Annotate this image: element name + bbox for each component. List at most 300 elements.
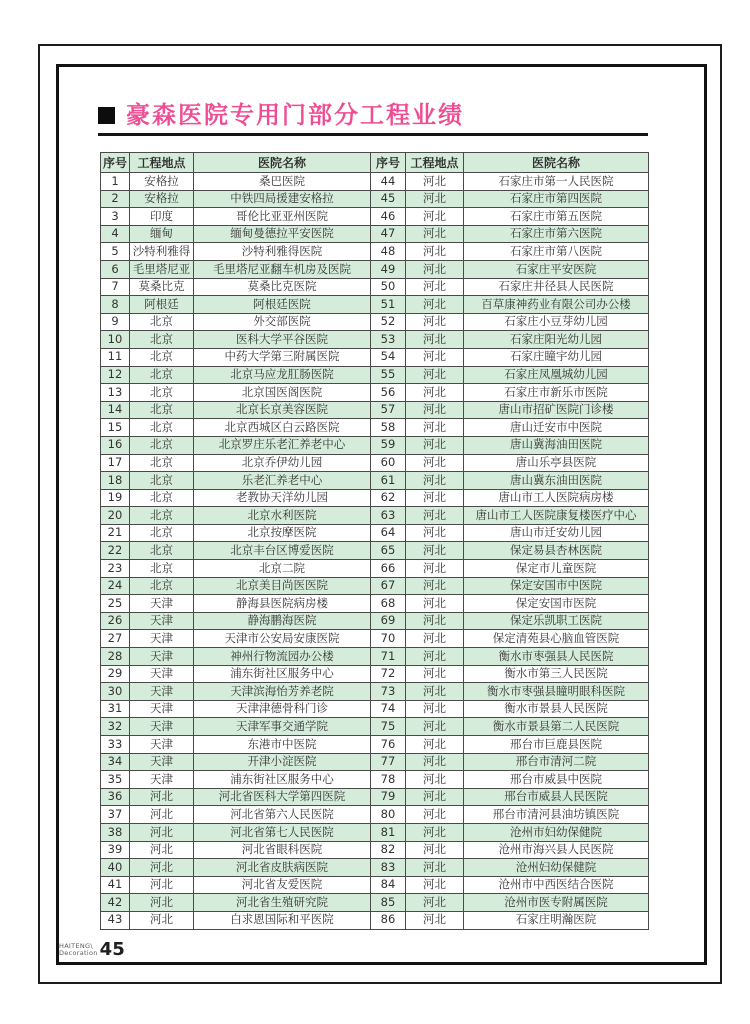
- hospital-cell: 开津小淀医院: [194, 753, 371, 771]
- location-cell: 河北: [406, 736, 464, 754]
- table-row: [101, 454, 649, 472]
- table-row: [101, 472, 649, 490]
- hospital-cell: 沧州市海兴县人民医院: [464, 841, 649, 859]
- location-cell: 天津: [130, 736, 194, 754]
- location-cell: 河北: [406, 401, 464, 419]
- table-row: [101, 560, 649, 578]
- serial-cell: 25: [101, 595, 130, 613]
- hospital-cell: 河北省皮肤病医院: [194, 859, 371, 877]
- table-row: [101, 911, 649, 929]
- hospital-cell: 北京马应龙肛肠医院: [194, 366, 371, 384]
- hospital-cell: 河北省友爱医院: [194, 876, 371, 894]
- location-cell: 河北: [130, 841, 194, 859]
- serial-cell: 5: [101, 243, 130, 261]
- serial-cell: 11: [101, 348, 130, 366]
- serial-cell: 51: [371, 296, 406, 314]
- serial-cell: 71: [371, 648, 406, 666]
- hospital-cell: 河北省生殖研究院: [194, 894, 371, 912]
- hospital-cell: 沧州市医专附属医院: [464, 894, 649, 912]
- serial-cell: 33: [101, 736, 130, 754]
- location-cell: 沙特利雅得: [130, 243, 194, 261]
- hospital-cell: 北京西城区白云路医院: [194, 419, 371, 437]
- location-cell: 北京: [130, 419, 194, 437]
- location-cell: 天津: [130, 612, 194, 630]
- page-number: 45: [99, 939, 125, 960]
- table-row: [101, 630, 649, 648]
- table-row: [101, 859, 649, 877]
- projects-table-body: [101, 173, 649, 930]
- serial-cell: 78: [371, 771, 406, 789]
- hospital-cell: 衡水市景县第二人民医院: [464, 718, 649, 736]
- location-cell: 河北: [406, 366, 464, 384]
- location-cell: 河北: [406, 260, 464, 278]
- serial-cell: 44: [371, 173, 406, 191]
- serial-cell: 13: [101, 384, 130, 402]
- table-row: [101, 296, 649, 314]
- serial-cell: 67: [371, 577, 406, 595]
- table-row: [101, 436, 649, 454]
- location-cell: 北京: [130, 348, 194, 366]
- location-cell: 北京: [130, 507, 194, 525]
- table-row: [101, 806, 649, 824]
- location-cell: 河北: [406, 190, 464, 208]
- serial-cell: 27: [101, 630, 130, 648]
- serial-cell: 66: [371, 560, 406, 578]
- hospital-cell: 石家庄市第四医院: [464, 190, 649, 208]
- location-cell: 河北: [406, 472, 464, 490]
- table-row: [101, 665, 649, 683]
- serial-cell: 43: [101, 911, 130, 929]
- serial-cell: 40: [101, 859, 130, 877]
- hospital-cell: 石家庄市新乐市医院: [464, 384, 649, 402]
- serial-cell: 53: [371, 331, 406, 349]
- brand-logo: [59, 943, 98, 959]
- location-cell: 北京: [130, 454, 194, 472]
- serial-cell: 70: [371, 630, 406, 648]
- table-row: [101, 612, 649, 630]
- header-location-right: 工程地点: [406, 153, 464, 173]
- location-cell: 河北: [406, 595, 464, 613]
- location-cell: 天津: [130, 718, 194, 736]
- serial-cell: 36: [101, 788, 130, 806]
- hospital-cell: 哥伦比亚亚州医院: [194, 208, 371, 226]
- serial-cell: 64: [371, 524, 406, 542]
- brand-line1: HAITENG\: [59, 941, 93, 950]
- serial-cell: 34: [101, 753, 130, 771]
- location-cell: 河北: [406, 225, 464, 243]
- hospital-cell: 河北省第六人民医院: [194, 806, 371, 824]
- hospital-cell: 唐山市迁安幼儿园: [464, 524, 649, 542]
- serial-cell: 6: [101, 260, 130, 278]
- location-cell: 河北: [406, 577, 464, 595]
- hospital-cell: 天津军事交通学院: [194, 718, 371, 736]
- serial-cell: 83: [371, 859, 406, 877]
- hospital-cell: 邢台市巨鹿县医院: [464, 736, 649, 754]
- hospital-cell: 外交部医院: [194, 313, 371, 331]
- hospital-cell: 中铁四局援建安格拉: [194, 190, 371, 208]
- serial-cell: 75: [371, 718, 406, 736]
- hospital-cell: 唐山市工人医院病房楼: [464, 489, 649, 507]
- table-row: [101, 331, 649, 349]
- location-cell: 北京: [130, 542, 194, 560]
- serial-cell: 80: [371, 806, 406, 824]
- location-cell: 河北: [406, 384, 464, 402]
- hospital-cell: 石家庄平安医院: [464, 260, 649, 278]
- hospital-cell: 石家庄瞳宇幼儿园: [464, 348, 649, 366]
- location-cell: 河北: [406, 419, 464, 437]
- location-cell: 河北: [406, 243, 464, 261]
- table-row: [101, 683, 649, 701]
- serial-cell: 82: [371, 841, 406, 859]
- table-header-row: [101, 153, 649, 173]
- hospital-cell: 缅甸曼德拉平安医院: [194, 225, 371, 243]
- location-cell: 毛里塔尼亚: [130, 260, 194, 278]
- serial-cell: 8: [101, 296, 130, 314]
- serial-cell: 42: [101, 894, 130, 912]
- serial-cell: 12: [101, 366, 130, 384]
- table-row: [101, 595, 649, 613]
- location-cell: 北京: [130, 384, 194, 402]
- hospital-cell: 邢台市清河二院: [464, 753, 649, 771]
- location-cell: 北京: [130, 489, 194, 507]
- location-cell: 河北: [406, 313, 464, 331]
- location-cell: 河北: [406, 753, 464, 771]
- hospital-cell: 衡水市枣强县瞳明眼科医院: [464, 683, 649, 701]
- serial-cell: 65: [371, 542, 406, 560]
- serial-cell: 2: [101, 190, 130, 208]
- location-cell: 河北: [130, 806, 194, 824]
- location-cell: 北京: [130, 472, 194, 490]
- hospital-cell: 邢台市清河县油坊镇医院: [464, 806, 649, 824]
- hospital-cell: 河北省眼科医院: [194, 841, 371, 859]
- serial-cell: 15: [101, 419, 130, 437]
- location-cell: 河北: [406, 630, 464, 648]
- table-row: [101, 419, 649, 437]
- hospital-cell: 石家庄井径县人民医院: [464, 278, 649, 296]
- brand-line2: Decoration: [59, 949, 98, 958]
- page-footer: [59, 939, 125, 960]
- serial-cell: 52: [371, 313, 406, 331]
- hospital-cell: 沧州市妇幼保健院: [464, 823, 649, 841]
- table-row: [101, 260, 649, 278]
- table-row: [101, 489, 649, 507]
- serial-cell: 10: [101, 331, 130, 349]
- table-row: [101, 753, 649, 771]
- table-row: [101, 718, 649, 736]
- serial-cell: 56: [371, 384, 406, 402]
- hospital-cell: 唐山迁安市中医院: [464, 419, 649, 437]
- header-serial-right: 序号: [371, 153, 406, 173]
- hospital-cell: 河北省第七人民医院: [194, 823, 371, 841]
- serial-cell: 63: [371, 507, 406, 525]
- serial-cell: 59: [371, 436, 406, 454]
- location-cell: 河北: [406, 436, 464, 454]
- table-row: [101, 278, 649, 296]
- serial-cell: 29: [101, 665, 130, 683]
- title-block: [98, 100, 464, 130]
- hospital-cell: 沧州妇幼保健院: [464, 859, 649, 877]
- hospital-cell: 莫桑比克医院: [194, 278, 371, 296]
- hospital-cell: 保定清苑县心脑血管医院: [464, 630, 649, 648]
- hospital-cell: 衡水市枣强县人民医院: [464, 648, 649, 666]
- header-location-left: 工程地点: [130, 153, 194, 173]
- serial-cell: 50: [371, 278, 406, 296]
- location-cell: 河北: [406, 296, 464, 314]
- serial-cell: 37: [101, 806, 130, 824]
- serial-cell: 61: [371, 472, 406, 490]
- serial-cell: 68: [371, 595, 406, 613]
- serial-cell: 23: [101, 560, 130, 578]
- serial-cell: 20: [101, 507, 130, 525]
- table-row: [101, 577, 649, 595]
- serial-cell: 7: [101, 278, 130, 296]
- hospital-cell: 北京乔伊幼儿园: [194, 454, 371, 472]
- header-serial-left: 序号: [101, 153, 130, 173]
- hospital-cell: 石家庄阳光幼儿园: [464, 331, 649, 349]
- location-cell: 安格拉: [130, 190, 194, 208]
- serial-cell: 17: [101, 454, 130, 472]
- serial-cell: 4: [101, 225, 130, 243]
- location-cell: 河北: [406, 278, 464, 296]
- location-cell: 河北: [130, 894, 194, 912]
- location-cell: 河北: [130, 823, 194, 841]
- location-cell: 河北: [130, 911, 194, 929]
- table-row: [101, 788, 649, 806]
- location-cell: 天津: [130, 771, 194, 789]
- table-row: [101, 243, 649, 261]
- table-row: [101, 894, 649, 912]
- hospital-cell: 乐老汇养老中心: [194, 472, 371, 490]
- serial-cell: 19: [101, 489, 130, 507]
- location-cell: 河北: [406, 841, 464, 859]
- title-bullet-icon: [98, 107, 115, 124]
- location-cell: 河北: [406, 524, 464, 542]
- hospital-cell: 中药大学第三附属医院: [194, 348, 371, 366]
- table-row: [101, 313, 649, 331]
- serial-cell: 31: [101, 700, 130, 718]
- location-cell: 河北: [406, 173, 464, 191]
- location-cell: 河北: [406, 560, 464, 578]
- table-row: [101, 736, 649, 754]
- location-cell: 天津: [130, 648, 194, 666]
- location-cell: 河北: [406, 454, 464, 472]
- location-cell: 河北: [406, 859, 464, 877]
- hospital-cell: 阿根廷医院: [194, 296, 371, 314]
- hospital-cell: 北京罗庄乐老汇养老中心: [194, 436, 371, 454]
- location-cell: 北京: [130, 436, 194, 454]
- hospital-cell: 石家庄明瀚医院: [464, 911, 649, 929]
- location-cell: 河北: [406, 665, 464, 683]
- location-cell: 河北: [406, 648, 464, 666]
- hospital-cell: 唐山市工人医院康复楼医疗中心: [464, 507, 649, 525]
- location-cell: 北京: [130, 524, 194, 542]
- hospital-cell: 衡水市第三人民医院: [464, 665, 649, 683]
- serial-cell: 9: [101, 313, 130, 331]
- hospital-cell: 保定市儿童医院: [464, 560, 649, 578]
- location-cell: 天津: [130, 700, 194, 718]
- serial-cell: 72: [371, 665, 406, 683]
- hospital-cell: 神州行物流园办公楼: [194, 648, 371, 666]
- table-row: [101, 823, 649, 841]
- hospital-cell: 百草康神药业有限公司办公楼: [464, 296, 649, 314]
- location-cell: 天津: [130, 683, 194, 701]
- table-row: [101, 208, 649, 226]
- hospital-cell: 浦东街社区服务中心: [194, 771, 371, 789]
- hospital-cell: 唐山冀东油田医院: [464, 472, 649, 490]
- location-cell: 河北: [406, 489, 464, 507]
- hospital-cell: 老教协天洋幼儿园: [194, 489, 371, 507]
- location-cell: 河北: [130, 788, 194, 806]
- location-cell: 河北: [406, 718, 464, 736]
- table-row: [101, 366, 649, 384]
- serial-cell: 77: [371, 753, 406, 771]
- hospital-cell: 石家庄市第六医院: [464, 225, 649, 243]
- location-cell: 河北: [130, 876, 194, 894]
- serial-cell: 35: [101, 771, 130, 789]
- serial-cell: 3: [101, 208, 130, 226]
- location-cell: 北京: [130, 366, 194, 384]
- hospital-cell: 北京美目尚医医院: [194, 577, 371, 595]
- table-row: [101, 348, 649, 366]
- table-row: [101, 542, 649, 560]
- hospital-cell: 毛里塔尼亚翻车机房及医院: [194, 260, 371, 278]
- hospital-cell: 保定安国市医院: [464, 595, 649, 613]
- hospital-cell: 北京按摩医院: [194, 524, 371, 542]
- hospital-cell: 石家庄凤凰城幼儿园: [464, 366, 649, 384]
- location-cell: 阿根廷: [130, 296, 194, 314]
- serial-cell: 76: [371, 736, 406, 754]
- serial-cell: 58: [371, 419, 406, 437]
- serial-cell: 55: [371, 366, 406, 384]
- serial-cell: 69: [371, 612, 406, 630]
- hospital-cell: 北京国医阁医院: [194, 384, 371, 402]
- hospital-cell: 桑巴医院: [194, 173, 371, 191]
- hospital-cell: 医科大学平谷医院: [194, 331, 371, 349]
- serial-cell: 32: [101, 718, 130, 736]
- serial-cell: 46: [371, 208, 406, 226]
- hospital-cell: 唐山市招矿医院门诊楼: [464, 401, 649, 419]
- hospital-cell: 保定易县杏林医院: [464, 542, 649, 560]
- table-row: [101, 648, 649, 666]
- hospital-cell: 北京水利医院: [194, 507, 371, 525]
- hospital-cell: 衡水市景县人民医院: [464, 700, 649, 718]
- table-row: [101, 173, 649, 191]
- serial-cell: 48: [371, 243, 406, 261]
- hospital-cell: 沧州市中西医结合医院: [464, 876, 649, 894]
- table-row: [101, 190, 649, 208]
- table-row: [101, 401, 649, 419]
- location-cell: 印度: [130, 208, 194, 226]
- serial-cell: 38: [101, 823, 130, 841]
- location-cell: 北京: [130, 560, 194, 578]
- location-cell: 河北: [406, 542, 464, 560]
- location-cell: 安格拉: [130, 173, 194, 191]
- location-cell: 河北: [406, 911, 464, 929]
- projects-table: [100, 152, 649, 930]
- location-cell: 北京: [130, 577, 194, 595]
- serial-cell: 86: [371, 911, 406, 929]
- hospital-cell: 静海县医院病房楼: [194, 595, 371, 613]
- hospital-cell: 静海鹏海医院: [194, 612, 371, 630]
- hospital-cell: 东港市中医院: [194, 736, 371, 754]
- hospital-cell: 唐山乐亭县医院: [464, 454, 649, 472]
- hospital-cell: 唐山冀海油田医院: [464, 436, 649, 454]
- location-cell: 天津: [130, 753, 194, 771]
- hospital-cell: 石家庄市第一人民医院: [464, 173, 649, 191]
- serial-cell: 54: [371, 348, 406, 366]
- serial-cell: 81: [371, 823, 406, 841]
- serial-cell: 57: [371, 401, 406, 419]
- table-row: [101, 700, 649, 718]
- header-hospital-left: 医院名称: [194, 153, 371, 173]
- hospital-cell: 石家庄小豆芽幼儿园: [464, 313, 649, 331]
- hospital-cell: 天津滨海怡芳养老院: [194, 683, 371, 701]
- serial-cell: 21: [101, 524, 130, 542]
- hospital-cell: 石家庄市第八医院: [464, 243, 649, 261]
- table-row: [101, 384, 649, 402]
- location-cell: 河北: [406, 683, 464, 701]
- serial-cell: 74: [371, 700, 406, 718]
- hospital-cell: 白求恩国际和平医院: [194, 911, 371, 929]
- location-cell: 北京: [130, 313, 194, 331]
- serial-cell: 45: [371, 190, 406, 208]
- title-underline: [98, 133, 648, 136]
- hospital-cell: 北京丰台区博爱医院: [194, 542, 371, 560]
- location-cell: 河北: [406, 806, 464, 824]
- location-cell: 河北: [406, 894, 464, 912]
- location-cell: 河北: [406, 823, 464, 841]
- location-cell: 北京: [130, 331, 194, 349]
- serial-cell: 60: [371, 454, 406, 472]
- location-cell: 河北: [406, 771, 464, 789]
- serial-cell: 24: [101, 577, 130, 595]
- location-cell: 天津: [130, 595, 194, 613]
- location-cell: 河北: [406, 700, 464, 718]
- location-cell: 河北: [406, 788, 464, 806]
- hospital-cell: 保定安国市中医院: [464, 577, 649, 595]
- location-cell: 缅甸: [130, 225, 194, 243]
- serial-cell: 84: [371, 876, 406, 894]
- location-cell: 河北: [406, 348, 464, 366]
- hospital-cell: 沙特利雅得医院: [194, 243, 371, 261]
- serial-cell: 30: [101, 683, 130, 701]
- serial-cell: 14: [101, 401, 130, 419]
- serial-cell: 62: [371, 489, 406, 507]
- serial-cell: 85: [371, 894, 406, 912]
- location-cell: 河北: [406, 331, 464, 349]
- serial-cell: 26: [101, 612, 130, 630]
- serial-cell: 41: [101, 876, 130, 894]
- location-cell: 河北: [406, 876, 464, 894]
- hospital-cell: 天津市公安局安康医院: [194, 630, 371, 648]
- serial-cell: 47: [371, 225, 406, 243]
- table-row: [101, 225, 649, 243]
- hospital-cell: 北京二院: [194, 560, 371, 578]
- serial-cell: 39: [101, 841, 130, 859]
- serial-cell: 1: [101, 173, 130, 191]
- location-cell: 莫桑比克: [130, 278, 194, 296]
- hospital-cell: 河北省医科大学第四医院: [194, 788, 371, 806]
- location-cell: 河北: [406, 208, 464, 226]
- table-row: [101, 876, 649, 894]
- hospital-cell: 邢台市威县中医院: [464, 771, 649, 789]
- serial-cell: 16: [101, 436, 130, 454]
- serial-cell: 22: [101, 542, 130, 560]
- hospital-cell: 天津津德骨科门诊: [194, 700, 371, 718]
- location-cell: 天津: [130, 630, 194, 648]
- table-row: [101, 841, 649, 859]
- table-row: [101, 524, 649, 542]
